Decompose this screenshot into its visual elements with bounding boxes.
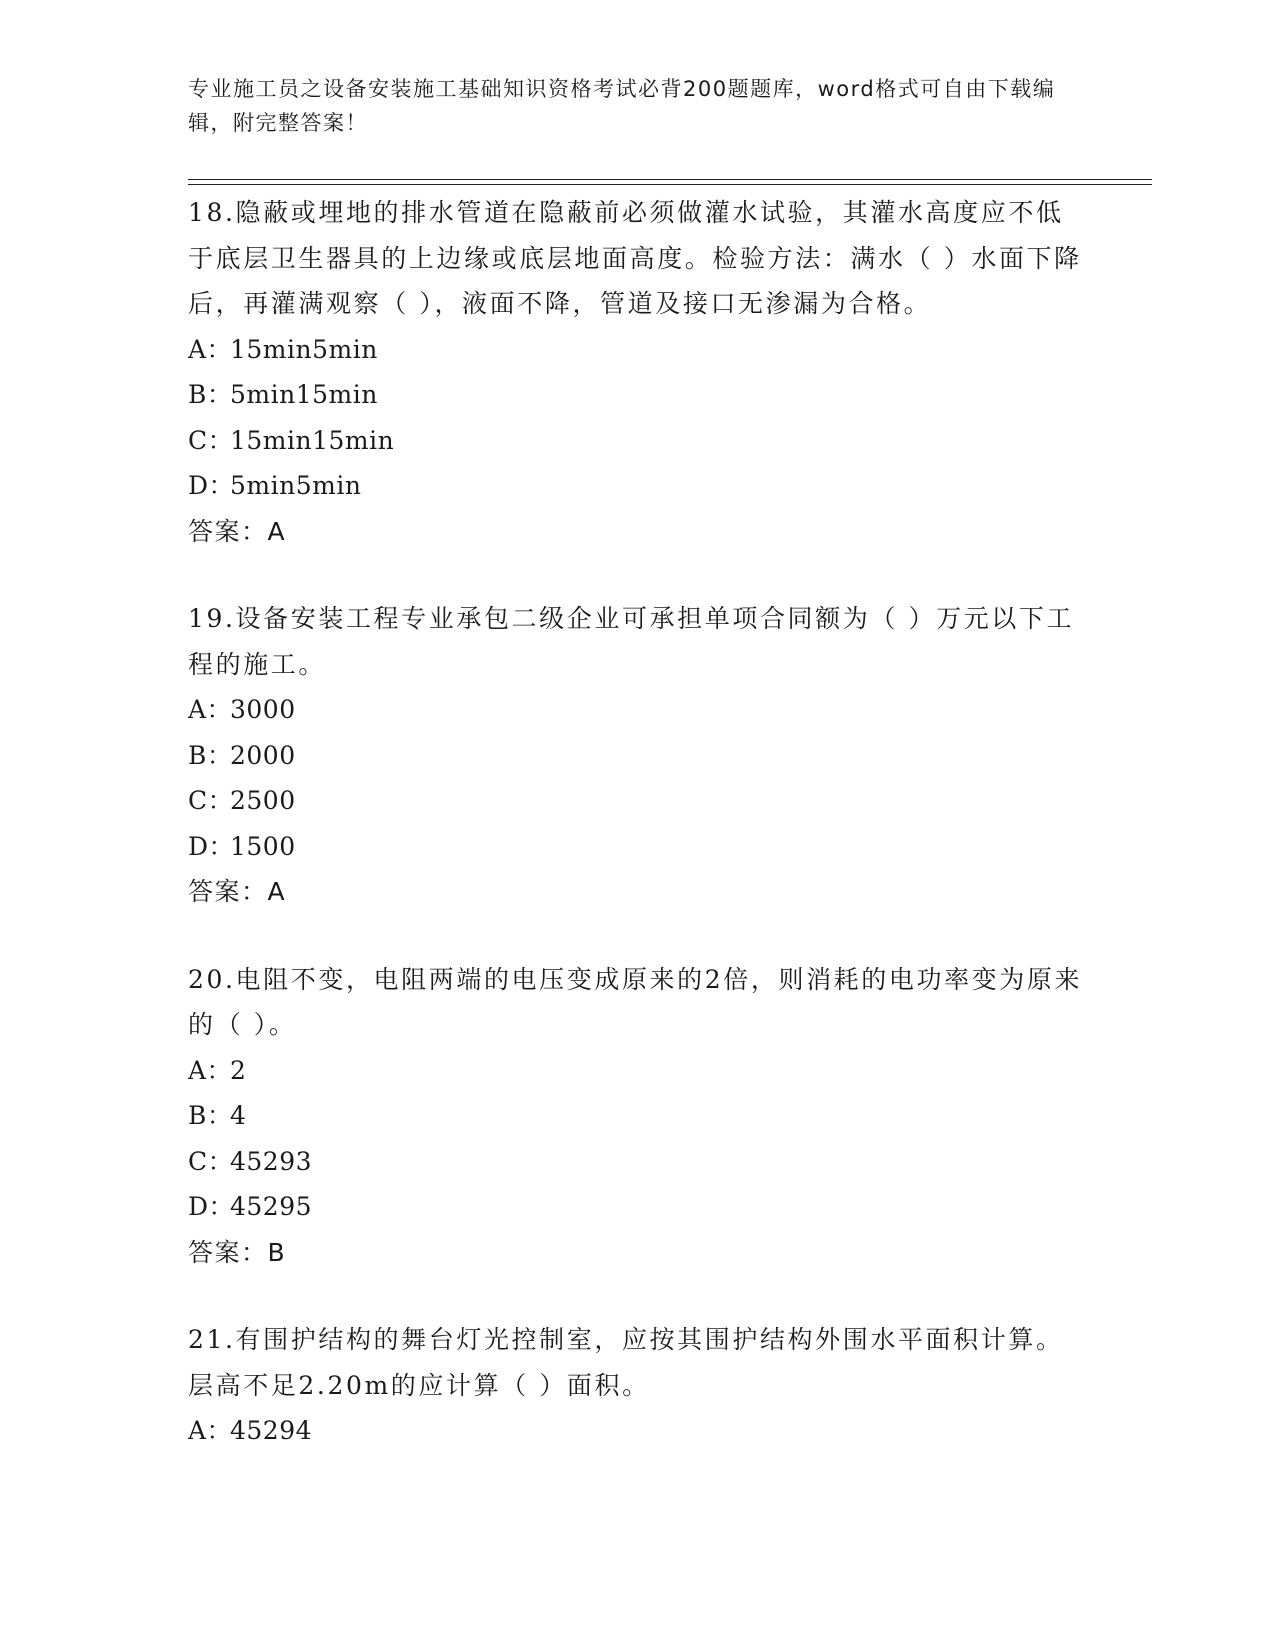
question-20	[188, 957, 1088, 1276]
option-a	[188, 327, 1088, 373]
option-label: A：	[188, 334, 233, 364]
option-text: 15min15min	[230, 425, 395, 455]
option-text: 2	[230, 1055, 247, 1085]
option-label: B：	[188, 740, 233, 770]
option-a	[188, 687, 1088, 733]
question-stem: 19.设备安装工程专业承包二级企业可承担单项合同额为（ ）万元以下工程的施工。	[188, 604, 1075, 679]
option-label: B：	[188, 1101, 233, 1130]
option-label: D：	[188, 471, 235, 500]
question-21	[188, 1317, 1088, 1454]
question-stem: 21.有围护结构的舞台灯光控制室，应按其围护结构外围水平面积计算。层高不足2.20m的应计算（ ）面积。	[188, 1325, 1064, 1400]
option-text: 2000	[230, 740, 296, 770]
option-text: 45295	[230, 1192, 313, 1221]
question-stem: 20.电阻不变，电阻两端的电压变成原来的2倍，则消耗的电功率变为原来的（ ）。	[188, 964, 1083, 1039]
option-d	[188, 463, 1088, 509]
option-label: A：	[188, 1416, 233, 1445]
header-rule-bottom	[188, 184, 1152, 185]
option-b	[188, 1093, 1088, 1139]
header-rule-top	[188, 179, 1152, 180]
option-text: 45294	[230, 1416, 313, 1445]
option-label: C：	[188, 786, 234, 815]
option-text: 2500	[230, 786, 296, 815]
option-label: C：	[188, 425, 234, 455]
option-a	[188, 1048, 1088, 1094]
option-label: B：	[188, 380, 233, 409]
answer-line: 答案：A	[188, 516, 287, 546]
option-label: A：	[188, 695, 233, 724]
question-19	[188, 596, 1088, 915]
option-label: A：	[188, 1055, 233, 1085]
question-18	[188, 190, 1088, 554]
option-c	[188, 418, 1088, 464]
option-text: 5min5min	[230, 471, 362, 500]
option-text: 3000	[230, 695, 296, 724]
question-list	[188, 190, 1088, 1496]
option-b	[188, 372, 1088, 418]
option-label: C：	[188, 1146, 234, 1176]
option-text: 15min5min	[230, 334, 378, 364]
option-c	[188, 778, 1088, 824]
option-text: 1500	[230, 831, 296, 861]
option-a	[188, 1408, 1088, 1454]
option-c	[188, 1139, 1088, 1185]
option-label: D：	[188, 1192, 235, 1221]
option-text: 5min15min	[230, 380, 378, 409]
answer-line: 答案：A	[188, 877, 287, 906]
option-d	[188, 1184, 1088, 1230]
answer-line: 答案：B	[188, 1237, 287, 1267]
option-text: 4	[230, 1101, 247, 1130]
option-d	[188, 824, 1088, 870]
question-stem: 18.隐蔽或埋地的排水管道在隐蔽前必须做灌水试验，其灌水高度应不低于底层卫生器具的上边缘或底层地面高度。检验方法：满水（ ）水面下降后，再灌满观察（ ），液面不降，管道及接口无渗漏为合格。	[188, 198, 1082, 318]
option-text: 45293	[230, 1146, 313, 1176]
option-b	[188, 733, 1088, 779]
document-header: 专业施工员之设备安装施工基础知识资格考试必背200题题库，word格式可自由下载编辑，附完整答案！	[188, 77, 1056, 135]
option-label: D：	[188, 831, 235, 861]
